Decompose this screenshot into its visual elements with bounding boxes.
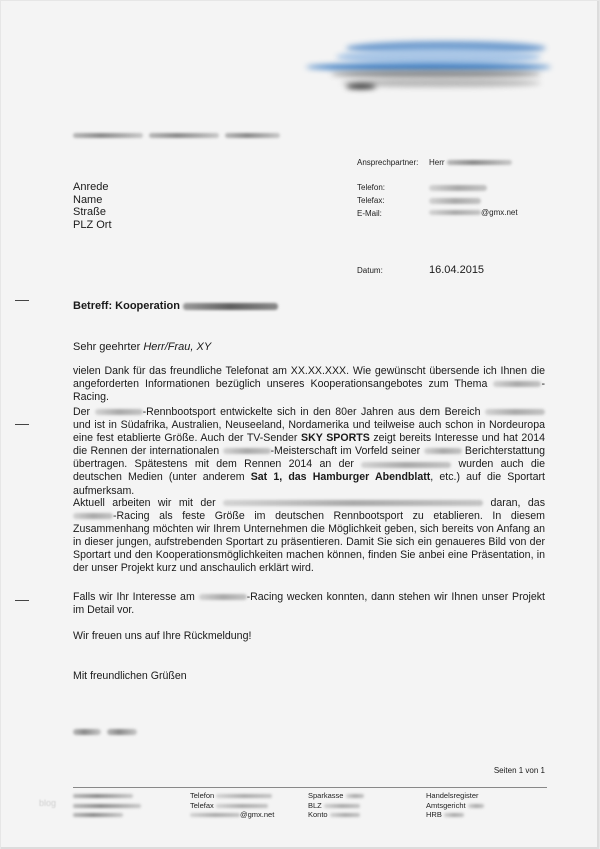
paragraph-interest: Falls wir Ihr Interesse am -Racing wecken konnten, dann stehen wir Ihnen unser Projekt im Detail vor. xyxy=(73,591,545,617)
footer-contact: Telefon Telefax @gmx.net xyxy=(190,791,275,819)
recipient-street: Straße xyxy=(73,206,107,218)
fold-mark-top xyxy=(15,300,29,301)
footer-divider xyxy=(73,787,547,788)
paragraph-history: Der -Rennbootsport entwickelte sich in den 80er Jahren aus dem Bereich und ist in Südafrika, Australien, Neuseeland, Nordamerika und teilweise auch schon in Nordeuropa eine fest etablierte Größe. Auch der TV-Sender SKY SPORTS zeigt bereits Interesse und hat 2014 die Rennen der internationalen -Meisterschaft im Vorfeld seiner Berichterstattung übertragen. Spätestens mit dem Rennen 2014 an der wurden auch die deutschen Medien (unter anderem Sat 1, das Hamburger Abendblatt, etc.) auf die Sportart aufmerksam. xyxy=(73,406,545,497)
phone-value xyxy=(429,183,487,192)
email-label: E-Mail: xyxy=(357,209,382,218)
footer-company-address xyxy=(73,791,141,820)
contact-person-value: Herr xyxy=(429,158,512,167)
letter-page xyxy=(1,1,599,849)
punch-mark xyxy=(15,424,29,425)
page-number: Seiten 1 von 1 xyxy=(493,766,545,775)
paragraph-current-work: Aktuell arbeiten wir mit der daran, das -Racing als feste Größe im deutschen Rennbootsport zu etablieren. In diesem Zusammenhang möchten wir Ihrem Unternehmen die Möglichkeit geben, sich bereits von Anfang an in dieser jungen, aufstrebenden Sportart zu präsentieren. Damit Sie sich ein genaueres Bild von der Sportart und den Kooperationsmöglichkeiten machen können, finden Sie anbei eine Präsentation, in der unser Projekt kurz und anschaulich erklärt wird. xyxy=(73,497,545,575)
paragraph-intro: vielen Dank für das freundliche Telefonat am XX.XX.XXX. Wie gewünscht übersende ich Ihnen die angeforderten Informationen bezüglich unseres Kooperationsangebotes zum Thema -Racing. xyxy=(73,365,545,404)
closing-greeting: Mit freundlichen Grüßen xyxy=(73,670,187,682)
phone-label: Telefon: xyxy=(357,183,386,192)
subject-line: Betreff: Kooperation xyxy=(73,300,278,312)
fax-value xyxy=(429,196,481,205)
fold-mark-bottom xyxy=(15,600,29,601)
watermark: blog xyxy=(39,798,57,808)
recipient-city: PLZ Ort xyxy=(73,218,112,231)
footer-bank: Sparkasse BLZ Konto xyxy=(308,791,364,820)
recipient-address xyxy=(73,181,112,231)
email-value[interactable]: @gmx.net xyxy=(429,208,518,217)
sender-return-address xyxy=(73,133,280,138)
recipient-salutation: Anrede xyxy=(73,181,109,193)
paragraph-closing-note: Wir freuen uns auf Ihre Rückmeldung! xyxy=(73,630,252,642)
date-label: Datum: xyxy=(357,266,383,275)
date-value: 16.04.2015 xyxy=(429,264,485,276)
fax-label: Telefax: xyxy=(357,196,385,205)
signature-name xyxy=(73,723,137,741)
footer-register: Handelsregister Amtsgericht HRB xyxy=(426,791,484,820)
recipient-name: Name xyxy=(73,193,103,206)
company-logo xyxy=(306,39,551,99)
salutation: Sehr geehrter Herr/Frau, XY xyxy=(73,341,212,353)
contact-person-label: Ansprechpartner: xyxy=(357,158,419,167)
